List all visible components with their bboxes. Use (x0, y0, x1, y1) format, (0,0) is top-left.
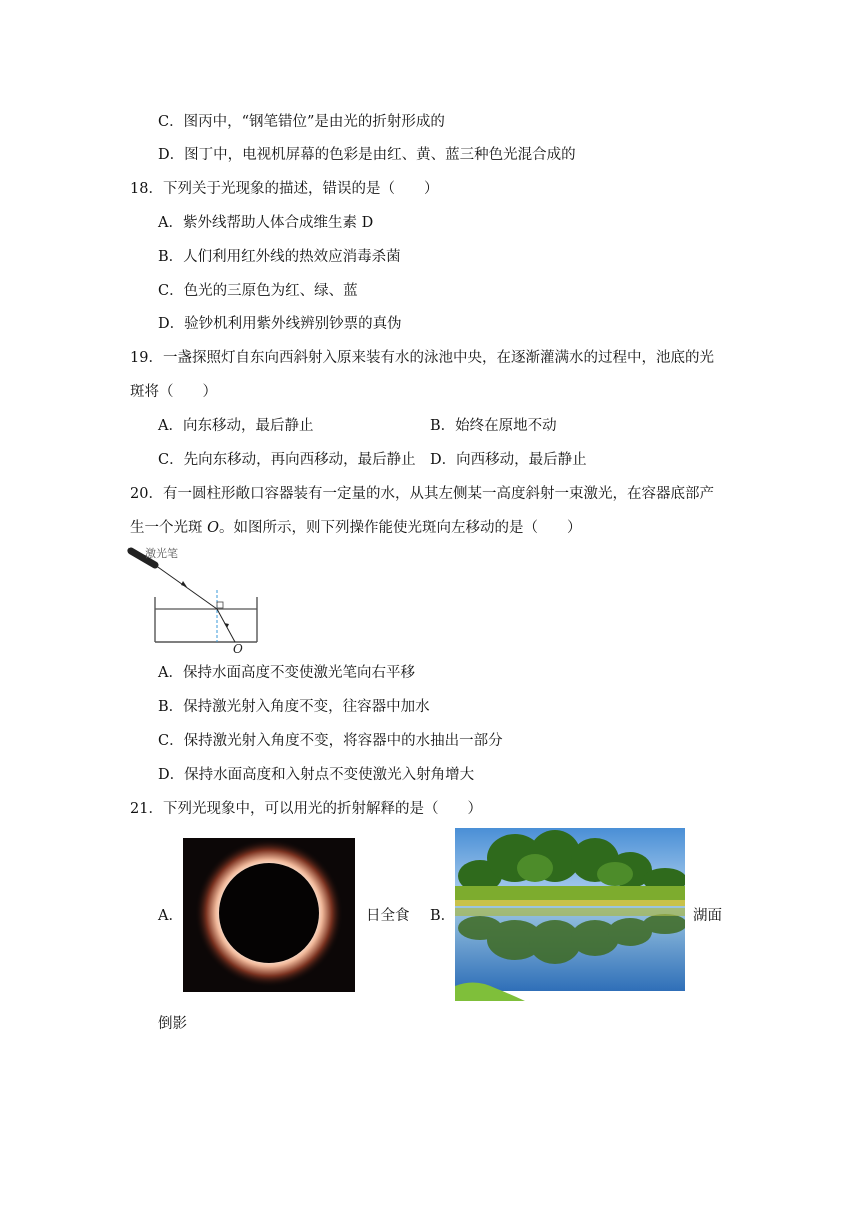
q20-stem-part1: 生一个光斑 (130, 520, 208, 536)
spot-label-o: O (233, 642, 243, 655)
q20-stem-part2: 。如图所示，则下列操作能使光斑向左移动的是（ ） (219, 520, 582, 536)
q20-option-d: D．保持水面高度和入射点不变使激光入射角增大 (158, 767, 475, 783)
q17-option-d: D．图丁中，电视机屏幕的色彩是由红、黄、蓝三种色光混合成的 (158, 147, 576, 163)
q21-option-b-letter: B． (430, 908, 456, 924)
laser-container-diagram (125, 545, 265, 655)
lake-reflection-image (455, 828, 685, 1001)
q21-option-a-caption: 日全食 (366, 908, 410, 924)
q20-option-a: A．保持水面高度不变使激光笔向右平移 (158, 665, 415, 681)
q18-option-a: A．紫外线帮助人体合成维生素 D (158, 215, 374, 231)
laser-pen-label: 激光笔 (145, 547, 178, 560)
q18-stem: 18．下列关于光现象的描述，错误的是（ ） (130, 181, 439, 197)
q19-option-d: D．向西移动，最后静止 (430, 452, 587, 468)
container-outline (155, 597, 257, 642)
q20-option-c: C．保持激光射入角度不变，将容器中的水抽出一部分 (158, 733, 503, 749)
q21-option-b-caption-cont: 倒影 (158, 1016, 187, 1032)
right-angle-mark (217, 602, 223, 608)
q21-stem: 21．下列光现象中，可以用光的折射解释的是（ ） (130, 801, 482, 817)
q19-option-b: B．始终在原地不动 (430, 418, 557, 434)
q19-stem-line1: 19．一盏探照灯自东向西斜射入原来装有水的泳池中央，在逐渐灌满水的过程中，池底的光 (130, 350, 714, 366)
q18-option-d: D．验钞机利用紫外线辨别钞票的真伪 (158, 316, 402, 332)
q18-option-b: B．人们利用红外线的热效应消毒杀菌 (158, 249, 401, 265)
incident-ray (155, 565, 217, 609)
q20-option-b: B．保持激光射入角度不变，往容器中加水 (158, 699, 430, 715)
q21-option-a-letter: A． (158, 908, 183, 924)
q19-option-a: A．向东移动，最后静止 (158, 418, 314, 434)
q20-stem-line1: 20．有一圆柱形敞口容器装有一定量的水，从其左侧某一高度斜射一束激光，在容器底部产 (130, 486, 714, 502)
solar-eclipse-image (183, 838, 355, 992)
q20-stem-line2 (130, 518, 582, 538)
q19-stem-line2: 斑将（ ） (130, 384, 217, 400)
q19-option-c: C．先向东移动，再向西移动，最后静止 (158, 452, 416, 468)
q21-option-b-caption: 湖面 (693, 908, 722, 924)
q20-stem-var: O (207, 520, 219, 536)
q18-option-c: C．色光的三原色为红、绿、蓝 (158, 283, 358, 299)
q17-option-c: C．图丙中，“钢笔错位”是由光的折射形成的 (158, 114, 445, 130)
